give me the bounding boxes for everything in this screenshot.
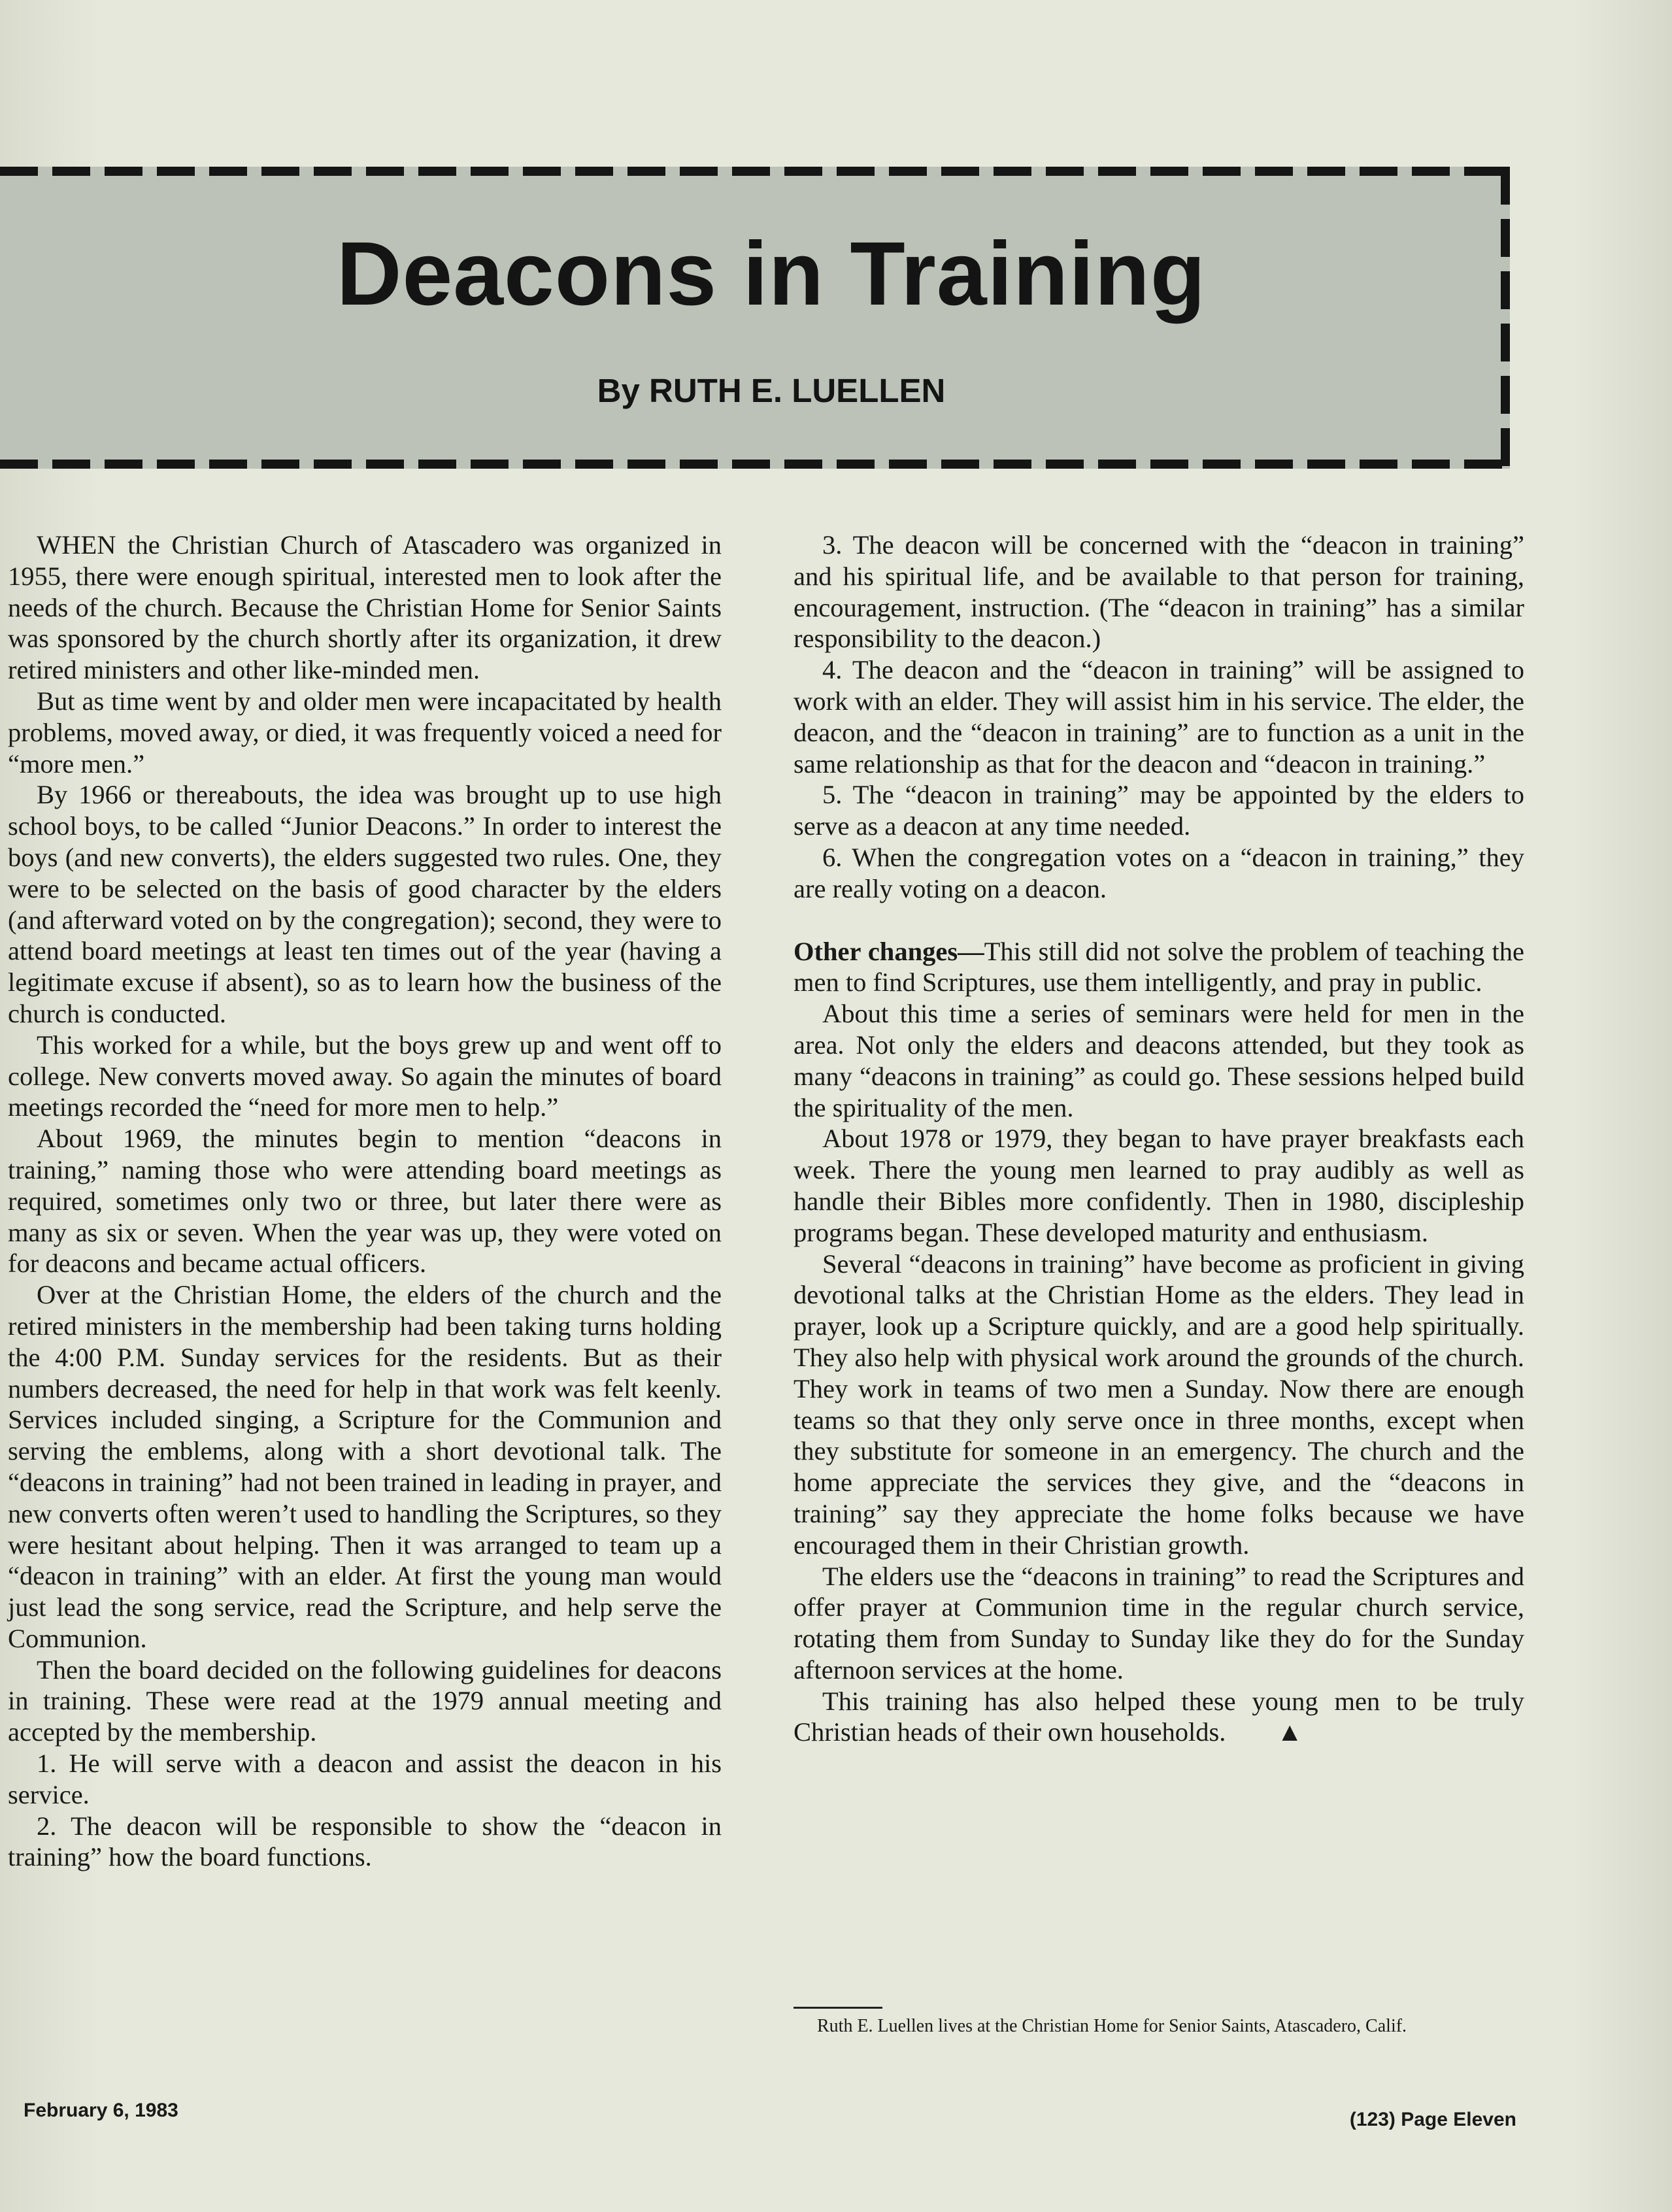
guideline-item: 6. When the congregation votes on a “deacon in training,” they are really voting on a deacon. <box>794 842 1524 903</box>
paragraph: About 1969, the minutes begin to mention “deacons in training,” naming those who were attending board meetings as required, sometimes only two or three, but later there were as many as six or seven. When the year was up, they were voted on for deacons and became actual officers. <box>8 1124 722 1279</box>
article-title: Deacons in Training <box>336 224 1207 324</box>
guideline-item: 2. The deacon will be responsible to show the “deacon in training” how the board functions. <box>8 1811 722 1872</box>
paragraph: About 1978 or 1979, they began to have prayer breakfasts each week. There the young men learned to pray audibly as well as handle their Bibles more confidently. Then in 1980, discipleship programs began. These developed maturity and enthusiasm. <box>794 1124 1524 1247</box>
banner-border-top <box>0 167 1510 176</box>
footer-date: February 6, 1983 <box>24 2100 178 2121</box>
paragraph: WHEN the Christian Church of Atascadero was organized in 1955, there were enough spiritual, interested men to look after the needs of the church. Because the Christian Home for Senior Saints was sponsored by the church shortly after its organization, it drew retired ministers and other like-minded men. <box>8 530 722 685</box>
author-footnote: Ruth E. Luellen lives at the Christian Home for Senior Saints, Atascadero, Calif. <box>817 2016 1407 2036</box>
left-column <box>8 529 722 1873</box>
guideline-item: 1. He will serve with a deacon and assist the deacon in his service. <box>8 1749 722 1809</box>
section-other-changes <box>794 936 1524 999</box>
paragraph: The elders use the “deacons in training” to read the Scriptures and offer prayer at Communion time in the regular church service, rotating them from Sunday to Sunday like they do for the Sunday afternoon services at the home. <box>794 1561 1524 1684</box>
paragraph: About this time a series of seminars were held for men in the area. Not only the elders and deacons attended, but they took as many “deacons in training” as could go. These sessions helped build the spirituality of the men. <box>794 999 1524 1122</box>
paragraph: This worked for a while, but the boys grew up and went off to college. New converts moved away. So again the minutes of board meetings recorded the “need for more men to help.” <box>8 1030 722 1122</box>
right-column <box>794 529 1524 1748</box>
footnote-rule <box>794 2007 882 2009</box>
paragraph: Several “deacons in training” have become as proficient in giving devotional talks at the Christian Home as the elders. They lead in prayer, look up a Scripture quickly, and are a good help spiritually. They also help with physical work around the grounds of the church. They work in teams of two men a Sunday. Now there are enough teams so that they only serve once in three months, except when they substitute for someone in an emergency. The church and the home appreciate the services they give, and the “deacons in training” say they appreciate the home folks because we have encouraged them in their Christian growth. <box>794 1248 1524 1560</box>
section-lead: This still did not solve the problem of teaching the men to find Scriptures, use them intelligently, and pray in public. <box>794 936 1525 997</box>
footer-page-number: (123) Page Eleven <box>1349 2109 1516 2130</box>
guideline-item: 4. The deacon and the “deacon in training” will be assigned to work with an elder. They will assist him in his service. The elder, the deacon, and the “deacon in training” are to function as a unit in the same relationship as that for the deacon and “deacon in training.” <box>794 655 1524 779</box>
guideline-item: 5. The “deacon in training” may be appointed by the elders to serve as a deacon at any time needed. <box>794 780 1524 841</box>
paragraph: Then the board decided on the following guidelines for deacons in training. These were read at the 1979 annual meeting and accepted by the membership. <box>8 1654 722 1747</box>
paragraph <box>794 1686 1524 1749</box>
paragraph: But as time went by and older men were incapacitated by health problems, moved away, or died, it was frequently voiced a need for “more men.” <box>8 686 722 779</box>
paragraph: By 1966 or thereabouts, the idea was brought up to use high school boys, to be called “Junior Deacons.” In order to interest the boys (and new converts), the elders suggested two rules. One, they were to be selected on the basis of good character by the elders (and afterward voted on by the congregation); second, they were to attend board meetings at least ten times out of the year (having a legitimate excuse if absent), so as to learn how the business of the church is conducted. <box>8 780 722 1028</box>
banner-border-bottom <box>0 460 1510 469</box>
end-mark-icon: ▲ <box>1277 1717 1303 1747</box>
closing-text: This training has also helped these young men to be truly Christian heads of their own households. <box>794 1686 1524 1747</box>
guideline-item: 3. The deacon will be concerned with the “deacon in training” and his spiritual life, and be available to that person for training, encouragement, instruction. (The “deacon in training” has a similar responsibility to the deacon.) <box>794 530 1524 654</box>
paragraph: Over at the Christian Home, the elders of the church and the retired ministers in the membership had been taking turns holding the 4:00 P.M. Sunday services for the residents. But as their numbers decreased, the need for help in that work was felt keenly. Services included singing, a Scripture for the Communion and serving the emblems, along with a short devotional talk. The “deacons in training” had not been trained in leading in prayer, and new converts often weren’t used to handling the Scriptures, so they were hesitant about helping. Then it was arranged to team up a “deacon in training” with an elder. At first the young man would just lead the song service, read the Scripture, and help serve the Communion. <box>8 1280 722 1653</box>
article-byline: By RUTH E. LUELLEN <box>597 372 946 409</box>
section-heading: Other changes— <box>794 936 984 966</box>
